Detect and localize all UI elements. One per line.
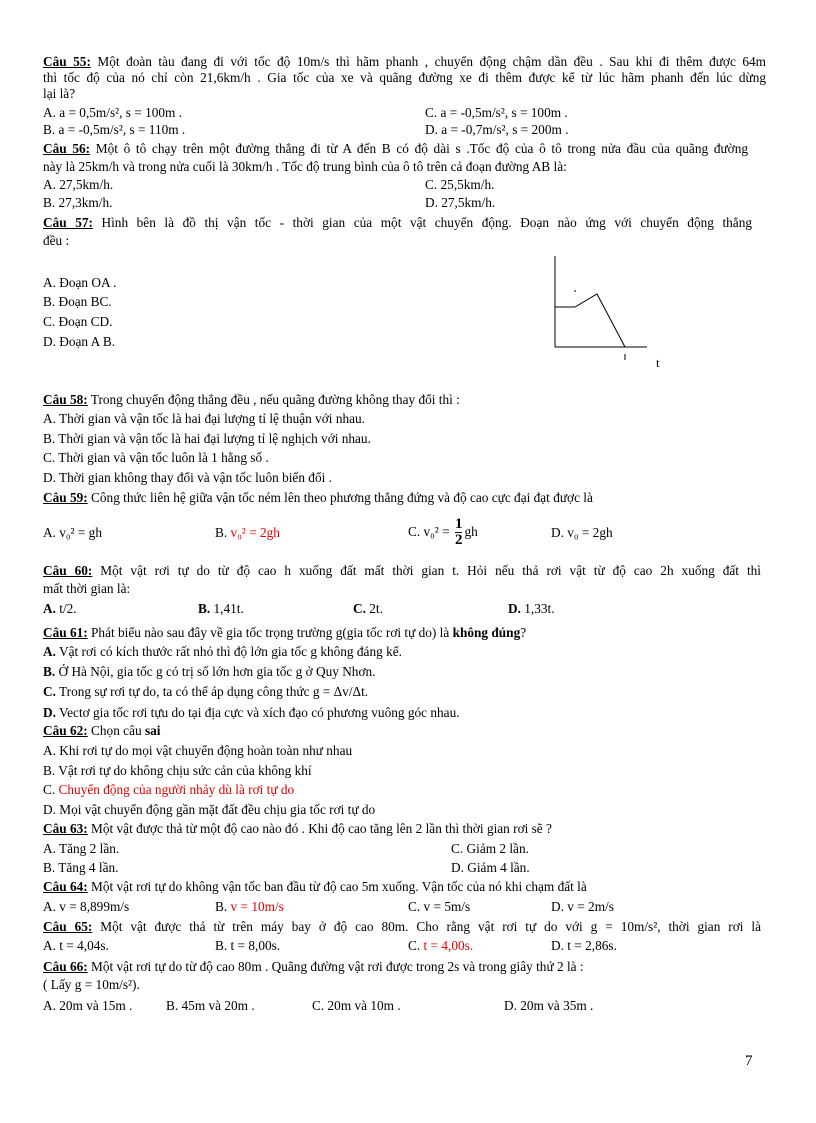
- q66-option-d: D. 20m và 35m .: [504, 998, 594, 1013]
- q60-option-c: C. 2t.: [353, 601, 383, 616]
- q63-option-a: A. Tăng 2 lần.: [43, 841, 120, 856]
- q64-line1: Câu 64: Một vật rơi tự do không vận tốc ban đầu từ độ cao 5m xuống. Vận tốc của nó khi chạm đất là: [43, 879, 587, 894]
- q59-option-b: B. v₀² = 2gh: [215, 525, 280, 540]
- q56-number: Câu 56:: [43, 141, 91, 156]
- q62-option-a: A. Khi rơi tự do mọi vật chuyển động hoàn toàn như nhau: [43, 743, 353, 758]
- q57-option-a: A. Đoạn OA .: [43, 275, 117, 290]
- page-number: 7: [745, 1053, 753, 1069]
- q55-option-a: A. a = 0,5m/s², s = 100m .: [43, 105, 183, 120]
- q61-option-c: C. Trong sự rơi tự do, ta có thể áp dụng công thức g = Δv/Δt.: [43, 684, 369, 699]
- q60-line2: mất thời gian là:: [43, 581, 131, 596]
- q61-number: Câu 61:: [43, 625, 88, 640]
- graph-t-label: t: [656, 355, 660, 370]
- q55-option-d: D. a = -0,7m/s², s = 200m .: [425, 122, 569, 137]
- q65-option-b: B. t = 8,00s.: [215, 938, 281, 953]
- q57-line2: đều :: [43, 233, 70, 248]
- q62-emphasis: sai: [144, 723, 161, 738]
- q63-option-d: D. Giảm 4 lần.: [451, 860, 530, 875]
- q58-option-c: C. Thời gian và vận tốc luôn là 1 hằng số .: [43, 450, 269, 465]
- q56-line2: này là 25km/h và trong nửa cuối là 30km/h . Tốc độ trung bình của ô tô trên cả đoạn đường AB là:: [43, 159, 567, 174]
- q65-answer-highlight: t = 4,00s.: [423, 938, 474, 953]
- q59-fraction: $\frac{1}{2}$: [454, 516, 463, 549]
- velocity-time-graph: [535, 250, 675, 375]
- q60-line1: Câu 60: Một vật rơi tự do từ độ cao h xuống đất mất thời gian t. Hỏi nếu thả rơi vật từ độ cao 2h xuống đất thì: [43, 563, 761, 578]
- q63-option-c: C. Giảm 2 lần.: [451, 841, 529, 856]
- q61-emphasis: không đúng: [452, 625, 521, 640]
- q55-option-c: C. a = -0,5m/s², s = 100m .: [425, 105, 568, 120]
- q55-option-b: B. a = -0,5m/s², s = 110m .: [43, 122, 186, 137]
- q60-option-b: B. 1,41t.: [198, 601, 244, 616]
- q66-option-a: A. 20m và 15m .: [43, 998, 133, 1013]
- q59-option-a: A. v₀² = gh: [43, 525, 102, 540]
- q61-option-d: D. Vectơ gia tốc rơi tựu do tại địa cực và xích đạo có phương vuông góc nhau.: [43, 705, 460, 720]
- q57-option-b: B. Đoạn BC.: [43, 294, 112, 309]
- q65-option-c: C. t = 4,00s.: [408, 938, 474, 953]
- q57-number: Câu 57:: [43, 215, 93, 230]
- q63-line1: Câu 63: Một vật được thả từ một độ cao nào đó . Khi độ cao tăng lên 2 lần thì thời gian rơi sẽ ?: [43, 821, 552, 836]
- q56-line1: Câu 56: Một ô tô chạy trên một đường thẳng đi từ A đến B có độ dài s .Tốc độ của ô tô trong nửa đầu của quãng đường: [43, 141, 748, 156]
- q66-option-c: C. 20m và 10m .: [312, 998, 401, 1013]
- q64-number: Câu 64:: [43, 879, 88, 894]
- q66-option-b: B. 45m và 20m .: [166, 998, 255, 1013]
- q56-option-b: B. 27,3km/h.: [43, 195, 113, 210]
- q62-answer-highlight: Chuyển động của người nhảy dù là rơi tự do: [58, 782, 295, 797]
- q62-line1: Câu 62: Chọn câu sai: [43, 723, 161, 738]
- q62-option-c: C. Chuyển động của người nhảy dù là rơi tự do: [43, 782, 295, 797]
- q65-option-d: D. t = 2,86s.: [551, 938, 617, 953]
- q57-option-c: C. Đoạn CD.: [43, 314, 113, 329]
- q59-number: Câu 59:: [43, 490, 88, 505]
- q59-option-d: D. v₀ = 2gh: [551, 525, 613, 540]
- q60-number: Câu 60:: [43, 563, 93, 578]
- q65-option-a: A. t = 4,04s.: [43, 938, 109, 953]
- q65-line1: Câu 65: Một vật được thả từ trên máy bay ở độ cao 80m. Cho rằng vật rơi tự do với g = 10m/s², thời gian rơi là: [43, 919, 761, 934]
- q59-line1: Câu 59: Công thức liên hệ giữa vận tốc ném lên theo phương thẳng đứng và độ cao cực đại đạt được là: [43, 490, 593, 505]
- q64-answer-highlight: v = 10m/s: [230, 899, 284, 914]
- q62-option-d: D. Mọi vật chuyển động gần mặt đất đều chịu gia tốc rơi tự do: [43, 802, 376, 817]
- q62-number: Câu 62:: [43, 723, 88, 738]
- q62-option-b: B. Vật rơi tự do không chịu sức cản của không khí: [43, 763, 312, 778]
- q57-line1: Câu 57: Hình bên là đồ thị vận tốc - thời gian của một vật chuyển động. Đoạn nào ứng với chuyển động thẳng: [43, 215, 752, 230]
- q64-option-b: B. v = 10m/s: [215, 899, 284, 914]
- q58-option-b: B. Thời gian và vận tốc là hai đại lượng tỉ lệ nghịch với nhau.: [43, 431, 371, 446]
- q59-answer-highlight: v₀² = 2gh: [230, 525, 280, 540]
- q56-option-c: C. 25,5km/h.: [425, 177, 495, 192]
- q61-line1: Câu 61: Phát biểu nào sau đây về gia tốc trọng trường g(gia tốc rơi tự do) là không đúng?: [43, 625, 527, 640]
- q57-option-d: D. Đoạn A B.: [43, 334, 116, 349]
- q66-number: Câu 66:: [43, 959, 88, 974]
- q55-line2: thì tốc độ của nó chỉ còn 21,6km/h . Gia tốc của xe và quãng đường xe đi thêm được kể từ lúc hãm phanh đến lúc dừng: [43, 70, 766, 85]
- q60-option-a: A. t/2.: [43, 601, 77, 616]
- q65-number: Câu 65:: [43, 919, 93, 934]
- q66-line2: ( Lấy g = 10m/s²).: [43, 977, 140, 992]
- q56-option-d: D. 27,5km/h.: [425, 195, 496, 210]
- q61-option-b: B. Ở Hà Nội, gia tốc g có trị số lớn hơn gia tốc g ở Quy Nhơn.: [43, 664, 376, 679]
- q58-number: Câu 58:: [43, 392, 88, 407]
- q64-option-a: A. v = 8,899m/s: [43, 899, 130, 914]
- q56-option-a: A. 27,5km/h.: [43, 177, 114, 192]
- q55-line1: Câu 55: Một đoàn tàu đang đi với tốc độ 10m/s thì hãm phanh , chuyển động chậm dần đều . Sau khi đi thêm được 64m: [43, 54, 767, 69]
- q64-option-d: D. v = 2m/s: [551, 899, 614, 914]
- q63-number: Câu 63:: [43, 821, 88, 836]
- q66-line1: Câu 66: Một vật rơi tự do từ độ cao 80m . Quãng đường vật rơi được trong 2s và trong giây thứ 2 là :: [43, 959, 584, 974]
- graph-velocity-line: [555, 294, 625, 347]
- q59-option-c: C. v₀² = $\frac{1}{2}$ gh: [408, 516, 478, 549]
- q64-option-c: C. v = 5m/s: [408, 899, 471, 914]
- q58-option-a: A. Thời gian và vận tốc là hai đại lượng tỉ lệ thuận với nhau.: [43, 411, 365, 426]
- q61-option-a: A. Vật rơi có kích thước rất nhỏ thì độ lớn gia tốc g không đáng kể.: [43, 644, 402, 659]
- q55-number: Câu 55:: [43, 54, 91, 69]
- q58-line1: Câu 58: Trong chuyển động thẳng đều , nếu quãng đường không thay đổi thì :: [43, 392, 460, 407]
- q60-option-d: D. 1,33t.: [508, 601, 555, 616]
- q58-option-d: D. Thời gian không thay đổi và vận tốc luôn biến đổi .: [43, 470, 332, 485]
- q55-line3: lại là?: [43, 86, 76, 101]
- q63-option-b: B. Tăng 4 lần.: [43, 860, 119, 875]
